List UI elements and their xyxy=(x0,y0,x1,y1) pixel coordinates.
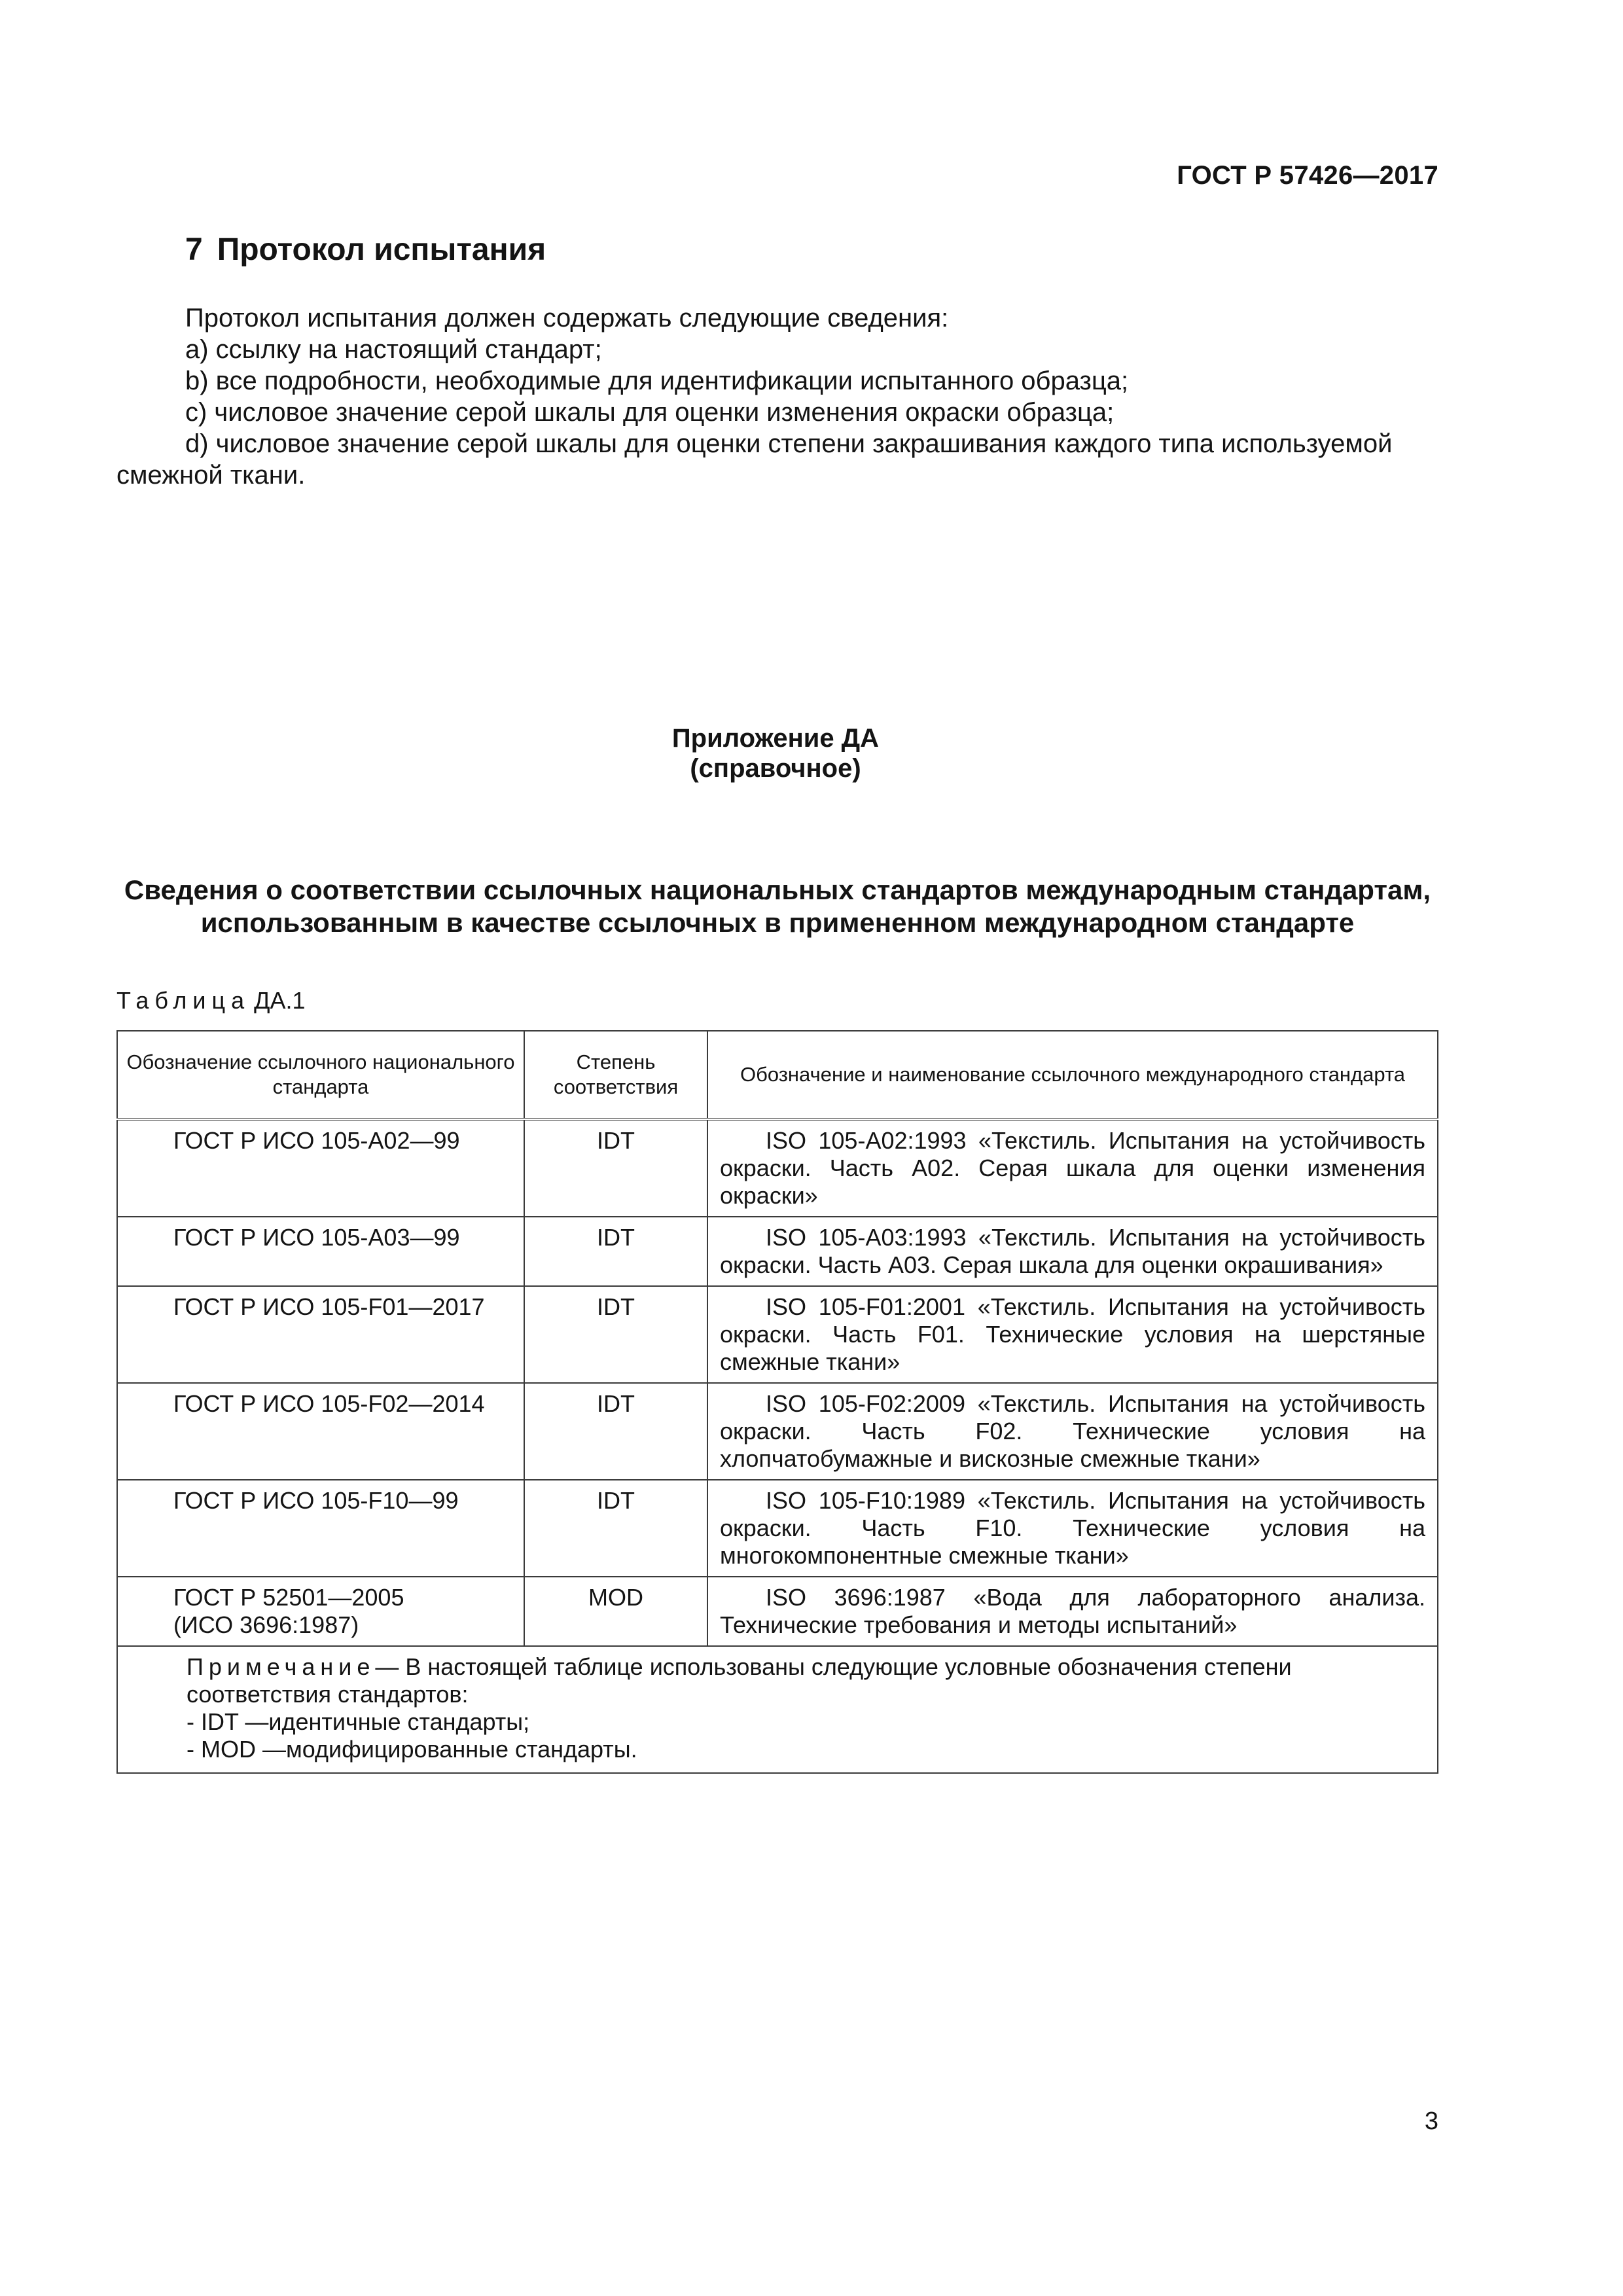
cell-national: ГОСТ Р ИСО 105-F02—2014 xyxy=(117,1383,524,1480)
cell-national: ГОСТ Р ИСО 105-А03—99 xyxy=(117,1217,524,1286)
note-item-idt: - IDT —идентичные стандарты; xyxy=(187,1708,530,1735)
note-text xyxy=(131,1653,1424,1708)
table-caption xyxy=(116,987,306,1014)
section-title-text: Протокол испытания xyxy=(217,232,546,267)
section-title xyxy=(185,232,546,268)
table-caption-number: ДА.1 xyxy=(254,987,306,1014)
cell-international xyxy=(707,1119,1438,1217)
cell-degree: IDT xyxy=(524,1217,707,1286)
cell-international-text: ISO 105-A02:1993 «Текстиль. Испытания на устойчивость окраски. Часть А02. Серая шкала для оценки изменения окраски» xyxy=(720,1127,1425,1209)
appendix-title-line1: Сведения о соответствии ссылочных национальных стандартов международным стандартам, xyxy=(124,874,1431,905)
header-national: Обозначение ссылочного национального стандарта xyxy=(117,1031,524,1119)
appendix-title-line2: использованным в качестве ссылочных в примененном международном стандарте xyxy=(200,907,1355,938)
table-row xyxy=(117,1383,1438,1480)
note-body: — В настоящей таблице использованы следующие условные обозначения степени соответствия стандартов: xyxy=(187,1653,1292,1708)
cell-international xyxy=(707,1577,1438,1646)
cell-international-text: ISO 105-F01:2001 «Текстиль. Испытания на устойчивость окраски. Часть F01. Технические условия на шерстяные смежные ткани» xyxy=(720,1293,1425,1375)
cell-international-text: ISO 3696:1987 «Вода для лабораторного анализа. Технические требования и методы испытаний» xyxy=(720,1584,1425,1638)
cell-degree: IDT xyxy=(524,1383,707,1480)
document-id-header: ГОСТ Р 57426—2017 xyxy=(1177,161,1438,190)
cell-international xyxy=(707,1480,1438,1577)
cell-international xyxy=(707,1383,1438,1480)
cell-national-line2: (ИСО 3696:1987) xyxy=(173,1611,359,1638)
table-header-row xyxy=(117,1031,1438,1119)
list-item-b: b) все подробности, необходимые для идентификации испытанного образца; xyxy=(185,367,1129,395)
note-label: Примечание xyxy=(187,1653,376,1680)
cell-degree: IDT xyxy=(524,1119,707,1217)
section-intro: Протокол испытания должен содержать следующие сведения: xyxy=(185,304,949,332)
table-note xyxy=(117,1646,1438,1773)
table-row xyxy=(117,1480,1438,1577)
cell-international-text: ISO 105-F02:2009 «Текстиль. Испытания на устойчивость окраски. Часть F02. Технические условия на хлопчатобумажные и вискозные смежные ткани» xyxy=(720,1390,1425,1472)
table-row xyxy=(117,1286,1438,1383)
section-number: 7 xyxy=(185,232,203,267)
note-item-mod: - MOD —модифицированные стандарты. xyxy=(187,1736,637,1763)
table-row xyxy=(117,1119,1438,1217)
appendix-title xyxy=(116,874,1438,939)
cell-national: ГОСТ Р ИСО 105-F10—99 xyxy=(117,1480,524,1577)
table-row xyxy=(117,1577,1438,1646)
cell-international-text: ISO 105-F10:1989 «Текстиль. Испытания на устойчивость окраски. Часть F10. Технические условия на многокомпонентные смежные ткани» xyxy=(720,1487,1425,1569)
cell-national: ГОСТ Р ИСО 105-F01—2017 xyxy=(117,1286,524,1383)
table-row xyxy=(117,1217,1438,1286)
cell-national xyxy=(117,1577,524,1646)
list-item-a: a) ссылку на настоящий стандарт; xyxy=(185,335,602,364)
cell-international xyxy=(707,1286,1438,1383)
cell-degree: IDT xyxy=(524,1480,707,1577)
list-item-c: c) числовое значение серой шкалы для оценки изменения окраски образца; xyxy=(185,398,1115,427)
cell-degree: MOD xyxy=(524,1577,707,1646)
header-international: Обозначение и наименование ссылочного международного стандарта xyxy=(707,1031,1438,1119)
cell-national-line1: ГОСТ Р 52501—2005 xyxy=(173,1584,404,1611)
cell-degree: IDT xyxy=(524,1286,707,1383)
cell-national: ГОСТ Р ИСО 105-А02—99 xyxy=(117,1119,524,1217)
page-number: 3 xyxy=(1424,2108,1438,2135)
list-item-d-line2: смежной ткани. xyxy=(116,461,306,490)
appendix-status: (справочное) xyxy=(690,754,861,783)
cell-international-text: ISO 105-A03:1993 «Текстиль. Испытания на устойчивость окраски. Часть А03. Серая шкала для оценки окрашивания» xyxy=(720,1224,1425,1278)
header-degree: Степень соответствия xyxy=(524,1031,707,1119)
table-caption-word: Таблица xyxy=(116,987,251,1014)
list-item-d-line1: d) числовое значение серой шкалы для оценки степени закрашивания каждого типа используемой xyxy=(185,429,1393,458)
cell-international xyxy=(707,1217,1438,1286)
table-note-row xyxy=(117,1646,1438,1773)
appendix-heading xyxy=(0,723,1551,783)
list-item-d xyxy=(116,428,1438,491)
appendix-label: Приложение ДА xyxy=(671,724,880,753)
standards-table xyxy=(116,1030,1438,1774)
